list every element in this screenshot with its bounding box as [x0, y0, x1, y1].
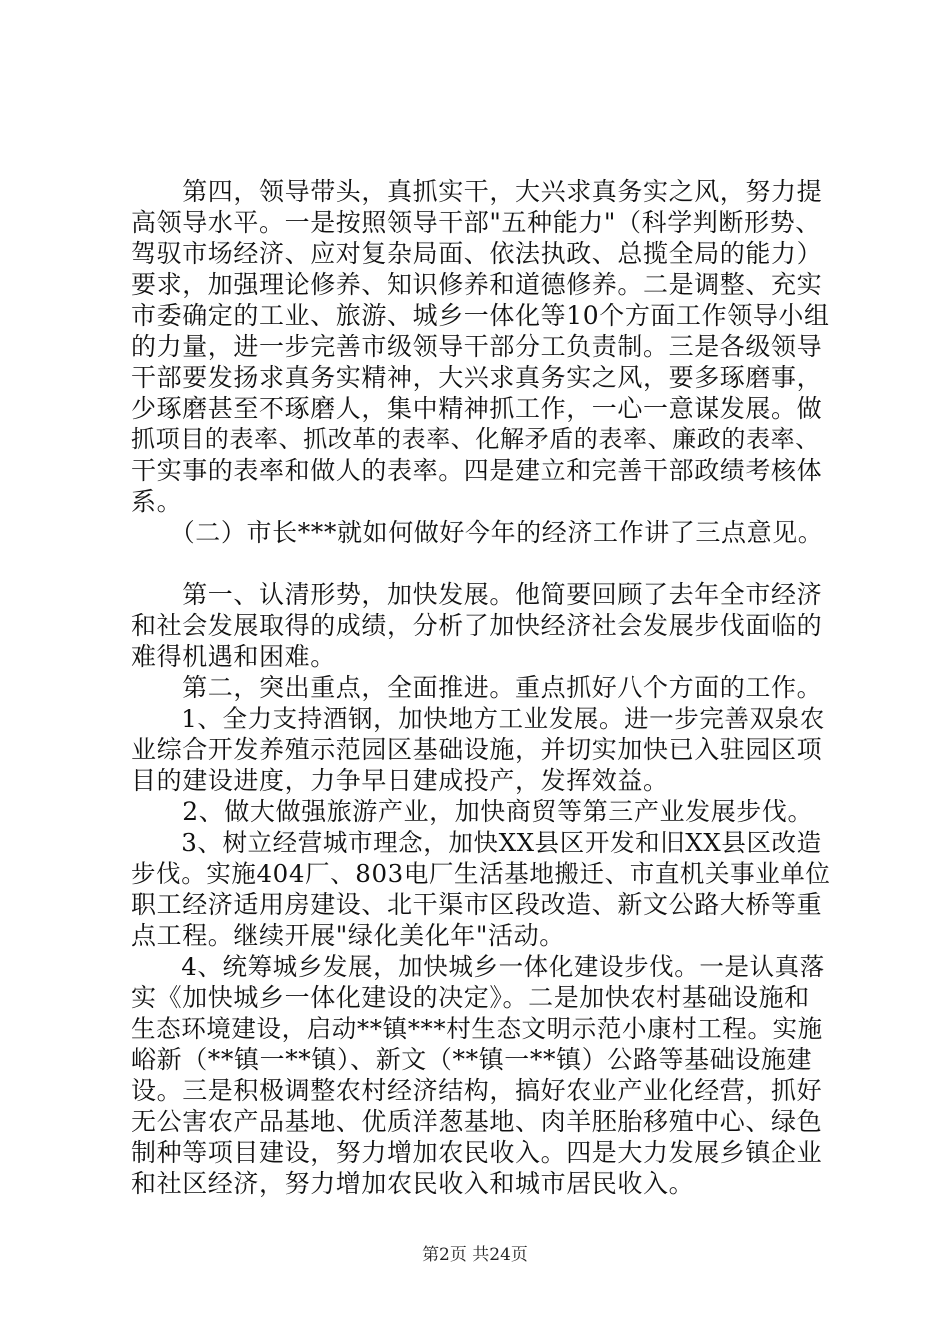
text-line: 的力量，进一步完善市级领导干部分工负责制。三是各级领导	[131, 332, 823, 361]
text-line: 无公害农产品基地、优质洋葱基地、肉羊胚胎移殖中心、绿色	[131, 1107, 823, 1136]
text-line: 职工经济适用房建设、北干渠市区段改造、新文公路大桥等重	[131, 890, 823, 919]
text-line: 第二，突出重点，全面推进。重点抓好八个方面的工作。	[131, 673, 823, 702]
text-line: 系。	[131, 487, 183, 516]
text-line: 设。三是积极调整农村经济结构，搞好农业产业化经营，抓好	[131, 1076, 823, 1105]
text-line: 市委确定的工业、旅游、城乡一体化等10个方面工作领导小组	[131, 301, 830, 330]
text-line: 峪新（**镇一**镇）、新文（**镇一**镇）公路等基础设施建	[131, 1045, 813, 1074]
text-line: 3、树立经营城市理念，加快XX县区开发和旧XX县区改造	[131, 828, 822, 857]
text-line: 抓项目的表率、抓改革的表率、化解矛盾的表率、廉政的表率、	[131, 425, 820, 453]
section-heading: （二）市长***就如何做好今年的经济工作讲了三点意见。	[131, 518, 824, 547]
text-line: 1、全力支持酒钢，加快地方工业发展。进一步完善双泉农	[131, 704, 825, 733]
text-line: 第四，领导带头，真抓实干，大兴求真务实之风，努力提	[131, 177, 823, 206]
paragraph-gap	[131, 548, 831, 579]
text-line: 目的建设进度，力争早日建成投产，发挥效益。	[131, 766, 669, 795]
text-line: 要求，加强理论修养、知识修养和道德修养。二是调整、充实	[131, 270, 823, 299]
text-line: 干部要发扬求真务实精神，大兴求真务实之风，要多琢磨事，	[131, 363, 823, 392]
text-line: 业综合开发养殖示范园区基础设施，并切实加快已入驻园区项	[131, 735, 823, 764]
text-line: 2、做大做强旅游产业，加快商贸等第三产业发展步伐。	[131, 797, 814, 826]
text-line: 干实事的表率和做人的表率。四是建立和完善干部政绩考核体	[131, 456, 823, 485]
text-line: 步伐。实施404厂、803电厂生活基地搬迁、市直机关事业单位	[131, 859, 831, 888]
text-line: 第一、认清形势，加快发展。他简要回顾了去年全市经济	[131, 580, 823, 609]
text-line: 实《加快城乡一体化建设的决定》。二是加快农村基础设施和	[131, 983, 810, 1012]
text-line: 制种等项目建设，努力增加农民收入。四是大力发展乡镇企业	[131, 1138, 823, 1167]
text-line: 4、统筹城乡发展，加快城乡一体化建设步伐。一是认真落	[131, 952, 825, 981]
text-line: 和社区经济，努力增加农民收入和城市居民收入。	[131, 1169, 695, 1198]
text-line: 生态环境建设，启动**镇***村生态文明示范小康村工程。实施	[131, 1014, 823, 1043]
text-line: 少琢磨甚至不琢磨人，集中精神抓工作，一心一意谋发展。做	[131, 394, 823, 423]
text-line: 难得机遇和困难。	[131, 642, 336, 671]
text-line: 和社会发展取得的成绩，分析了加快经济社会发展步伐面临的	[131, 611, 823, 640]
text-line: 驾驭市场经济、应对复杂局面、依法执政、总揽全局的能力）	[131, 239, 823, 268]
document-body	[131, 176, 831, 1199]
text-line: 点工程。继续开展"绿化美化年"活动。	[131, 921, 565, 950]
page-number-footer: 第2页 共24页	[422, 1245, 528, 1265]
text-line: 高领导水平。一是按照领导干部"五种能力"（科学判断形势、	[131, 208, 821, 237]
